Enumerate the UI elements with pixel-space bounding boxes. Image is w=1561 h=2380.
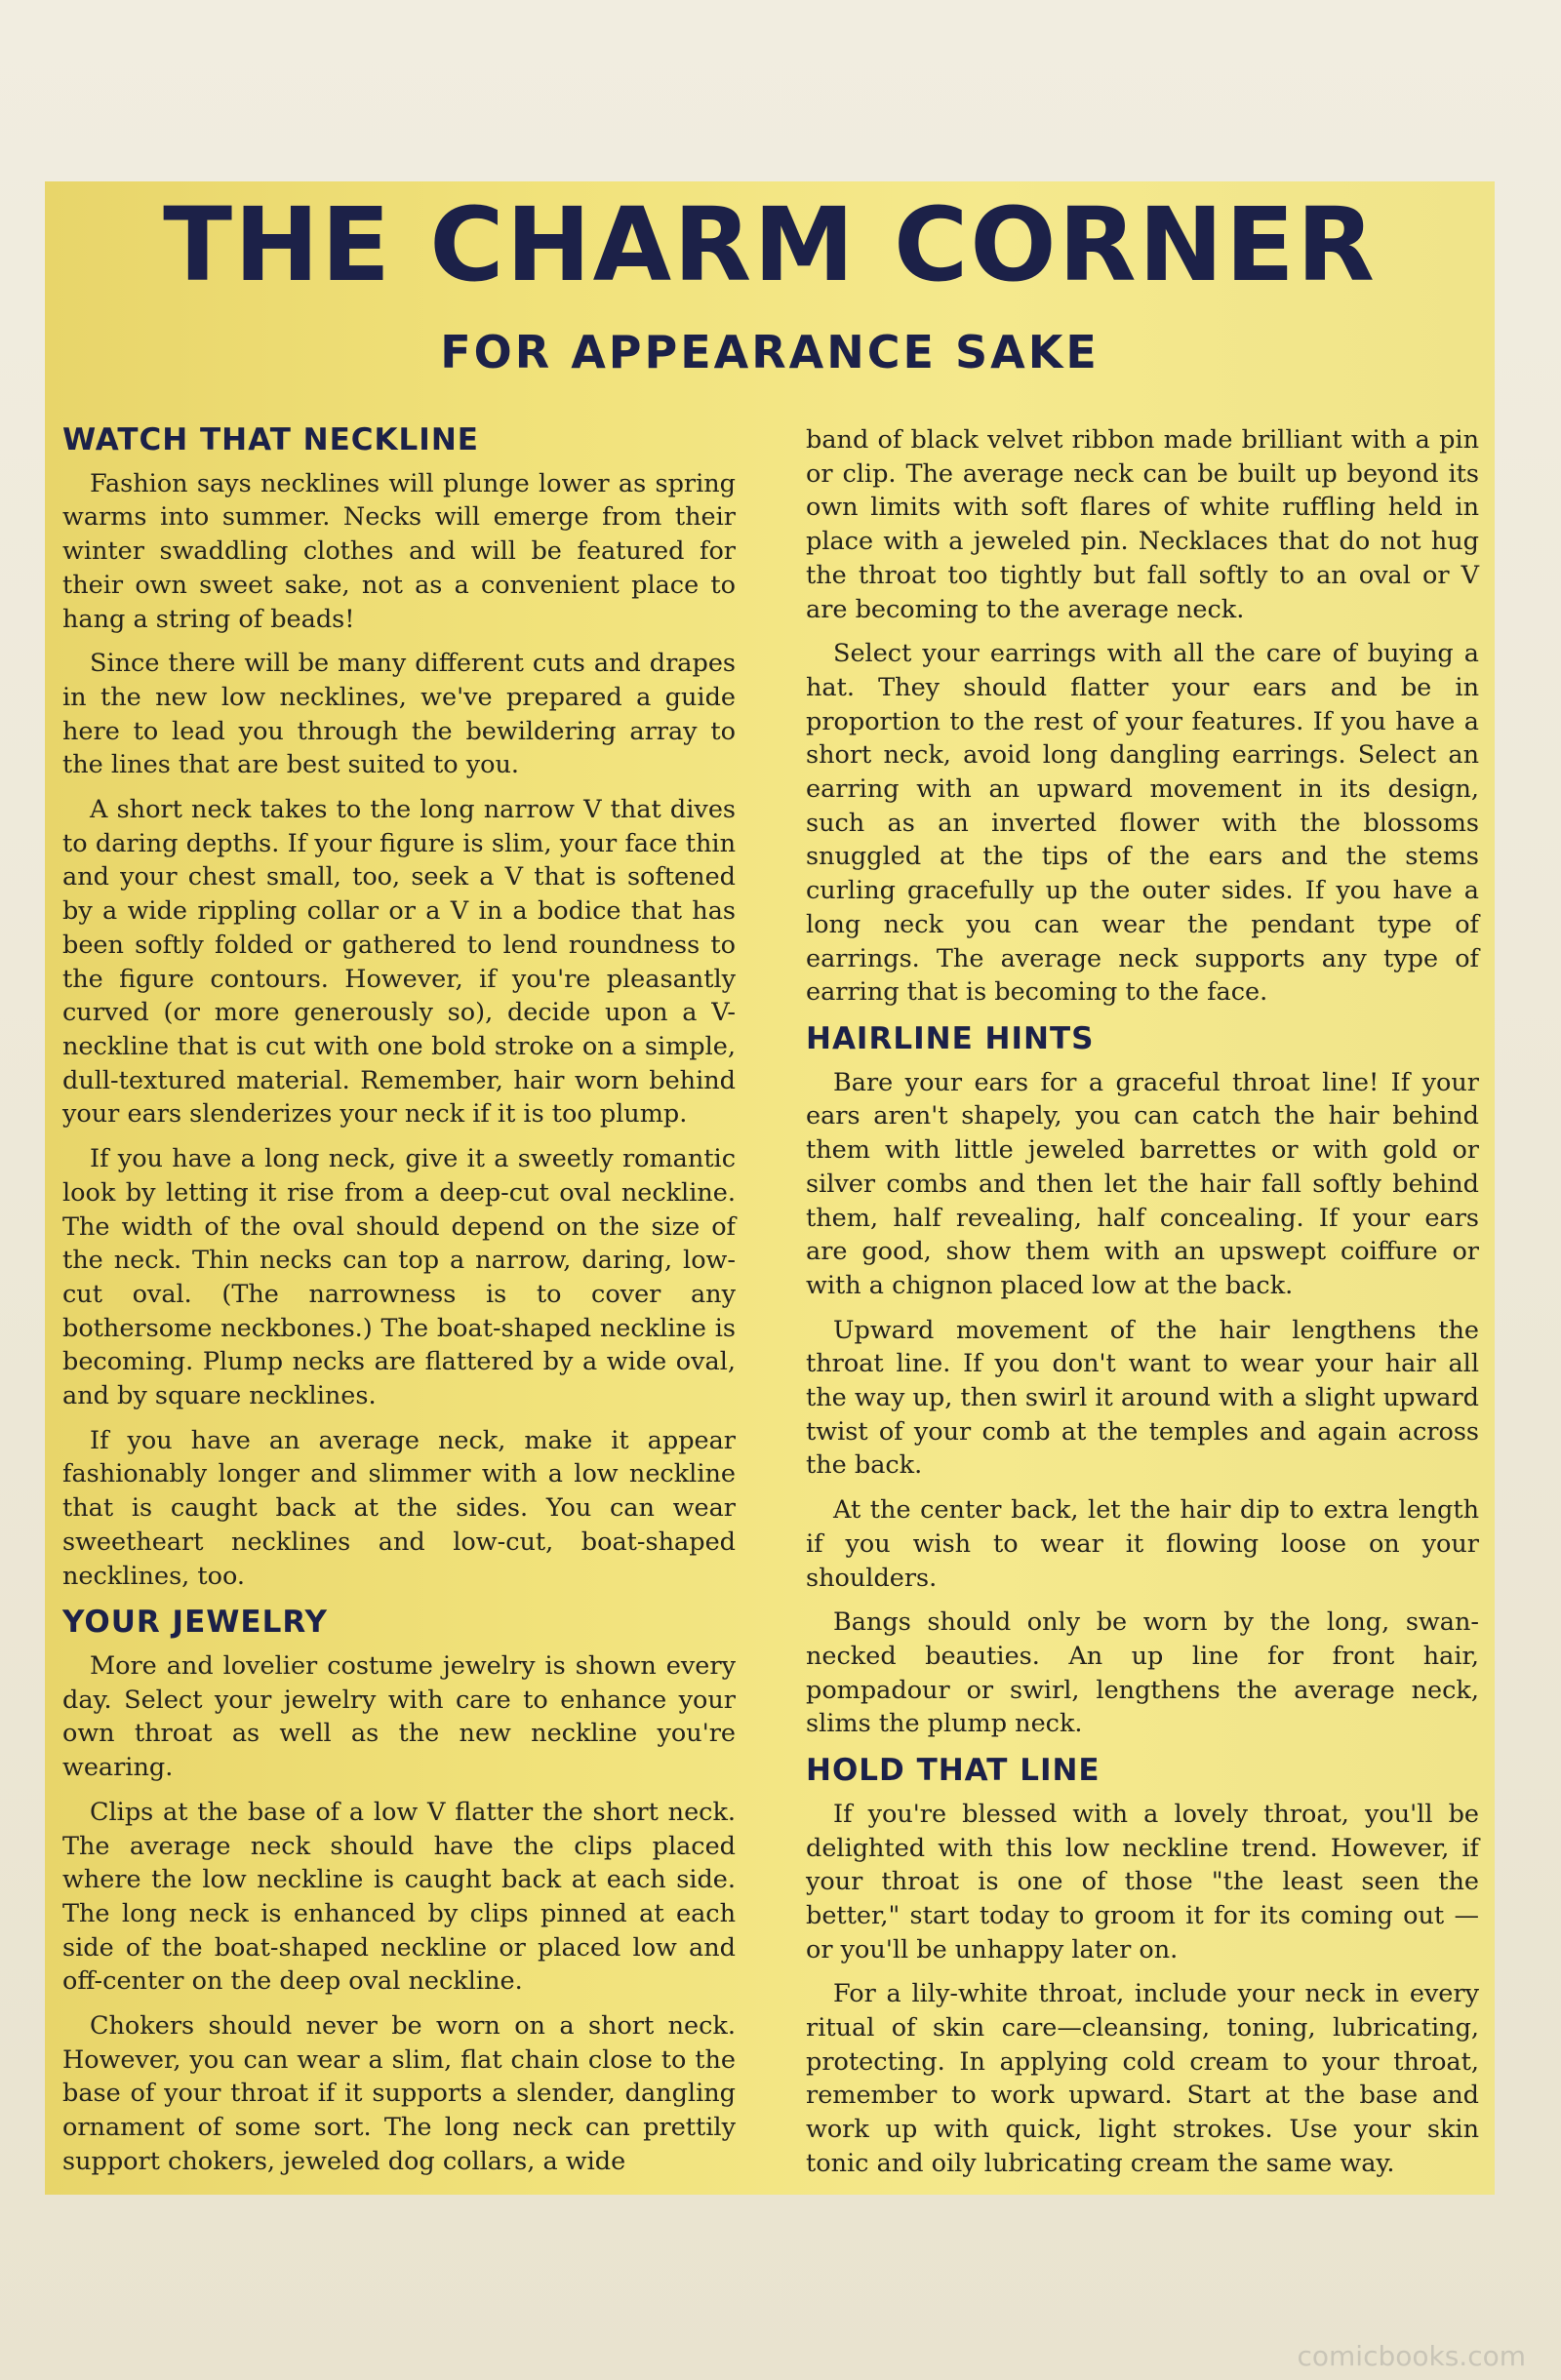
paragraph: Since there will be many different cuts and drapes in the new low necklines, we've prepared a guide here to lead you through the bewildering array to the lines that are best suited to you.	[62, 649, 736, 780]
left-column	[62, 416, 736, 2190]
page-subtitle: FOR APPEARANCE SAKE	[440, 326, 1100, 378]
paragraph: For a lily-white throat, include your neck in every ritual of skin care—cleansing, toning, lubricating, protecting. In applying cold cream to your throat, remember to work upward. Start at the base and work up with quick, light strokes. Use your skin tonic and oily lubricating cream the same way.	[806, 1979, 1479, 2178]
paragraph: Chokers should never be worn on a short neck. However, you can wear a slim, flat chain close to the base of your throat if it supports a slender, dangling ornament of some sort. The long neck can prettily support chokers, jeweled dog collars, a wide	[62, 2011, 736, 2176]
paragraph: A short neck takes to the long narrow V that dives to daring depths. If your figure is slim, your face thin and your chest small, too, seek a V that is softened by a wide rippling collar or a V in a bodice that has been softly folded or gathered to lend roundness to the figure contours. However, if you're pleasantly curved (or more generously so), decide upon a V-neckline that is cut with one bold stroke on a simple, dull-textured material. Remember, hair worn behind your ears slenderizes your neck if it is too plump.	[62, 795, 736, 1130]
section-heading-neckline: WATCH THAT NECKLINE	[62, 422, 479, 457]
paragraph: Select your earrings with all the care of buying a hat. They should flatter your ears and be in proportion to the rest of your features. If you have a short neck, avoid long dangling earrings. Select an earring with an upward movement in its design, such as an inverted flower with the blossoms snuggled at the tips of the ears and the stems curling gracefully up the outer sides. If you have a long neck you can wear the pendant type of earrings. The average neck supports any type of earring that is becoming to the face.	[806, 639, 1479, 1008]
paragraph: If you're blessed with a lovely throat, you'll be delighted with this low neckline trend. However, if your throat is one of those "the least seen the better," start today to groom it for its coming out —or you'll be unhappy later on.	[806, 1799, 1479, 1964]
paragraph: Upward movement of the hair lengthens the throat line. If you don't want to wear your hair all the way up, then swirl it around with a slight upward twist of your comb at the temples and again across the back.	[806, 1315, 1479, 1481]
paragraph: At the center back, let the hair dip to extra length if you wish to wear it flowing loose on your shoulders.	[806, 1495, 1479, 1593]
paragraph: Bare your ears for a graceful throat line! If your ears aren't shapely, you can catch the hair behind them with little jeweled barrettes or with gold or silver combs and then let the hair fall softly behind them, half revealing, half concealing. If your ears are good, show them with an upswept coiffure or with a chignon placed low at the back.	[806, 1067, 1479, 1300]
section-heading-jewelry: YOUR JEWELRY	[62, 1605, 328, 1641]
paragraph: If you have an average neck, make it appear fashionably longer and slimmer with a low neckline that is caught back at the sides. You can wear sweetheart necklines and low-cut, boat-shaped necklines, too.	[62, 1425, 736, 1591]
paragraph-continued: band of black velvet ribbon made brilliant with a pin or clip. The average neck can be built up beyond its own limits with soft flares of white ruffling held in place with a jeweled pin. Necklaces that do not hug the throat too tightly but fall softly to an oval or V are becoming to the average neck.	[806, 425, 1479, 624]
watermark: comicbooks.com	[1297, 2340, 1526, 2372]
paragraph: Clips at the base of a low V flatter the short neck. The average neck should have the clips placed where the low neckline is caught back at each side. The long neck is enhanced by clips pinned at each side of the boat-shaped neckline or placed low and off-center on the deep oval neckline.	[62, 1797, 736, 1997]
right-column	[806, 423, 1479, 2192]
paragraph: Fashion says necklines will plunge lower as spring warms into summer. Necks will emerge from their winter swaddling clothes and will be featured for their own sweet sake, not as a convenient place to hang a string of beads!	[62, 468, 736, 634]
paragraph: Bangs should only be worn by the long, swan-necked beauties. An up line for front hair, pompadour or swirl, lengthens the average neck, slims the plump neck.	[806, 1607, 1479, 1739]
article-panel	[45, 181, 1495, 2195]
page-title: THE CHARM CORNER	[163, 185, 1377, 304]
section-heading-hold-line: HOLD THAT LINE	[806, 1753, 1101, 1789]
paragraph: If you have a long neck, give it a sweetly romantic look by letting it rise from a deep-cut oval neckline. The width of the oval should depend on the size of the neck. Thin necks can top a narrow, daring, low-cut oval. (The narrowness is to cover any bothersome neckbones.) The boat-shaped neckline is becoming. Plump necks are flattered by a wide oval, and by square necklines.	[62, 1144, 736, 1411]
section-heading-hairline: HAIRLINE HINTS	[806, 1020, 1095, 1056]
paragraph: More and lovelier costume jewelry is shown every day. Select your jewelry with care to enhance your own throat as well as the new neckline you're wearing.	[62, 1651, 736, 1783]
